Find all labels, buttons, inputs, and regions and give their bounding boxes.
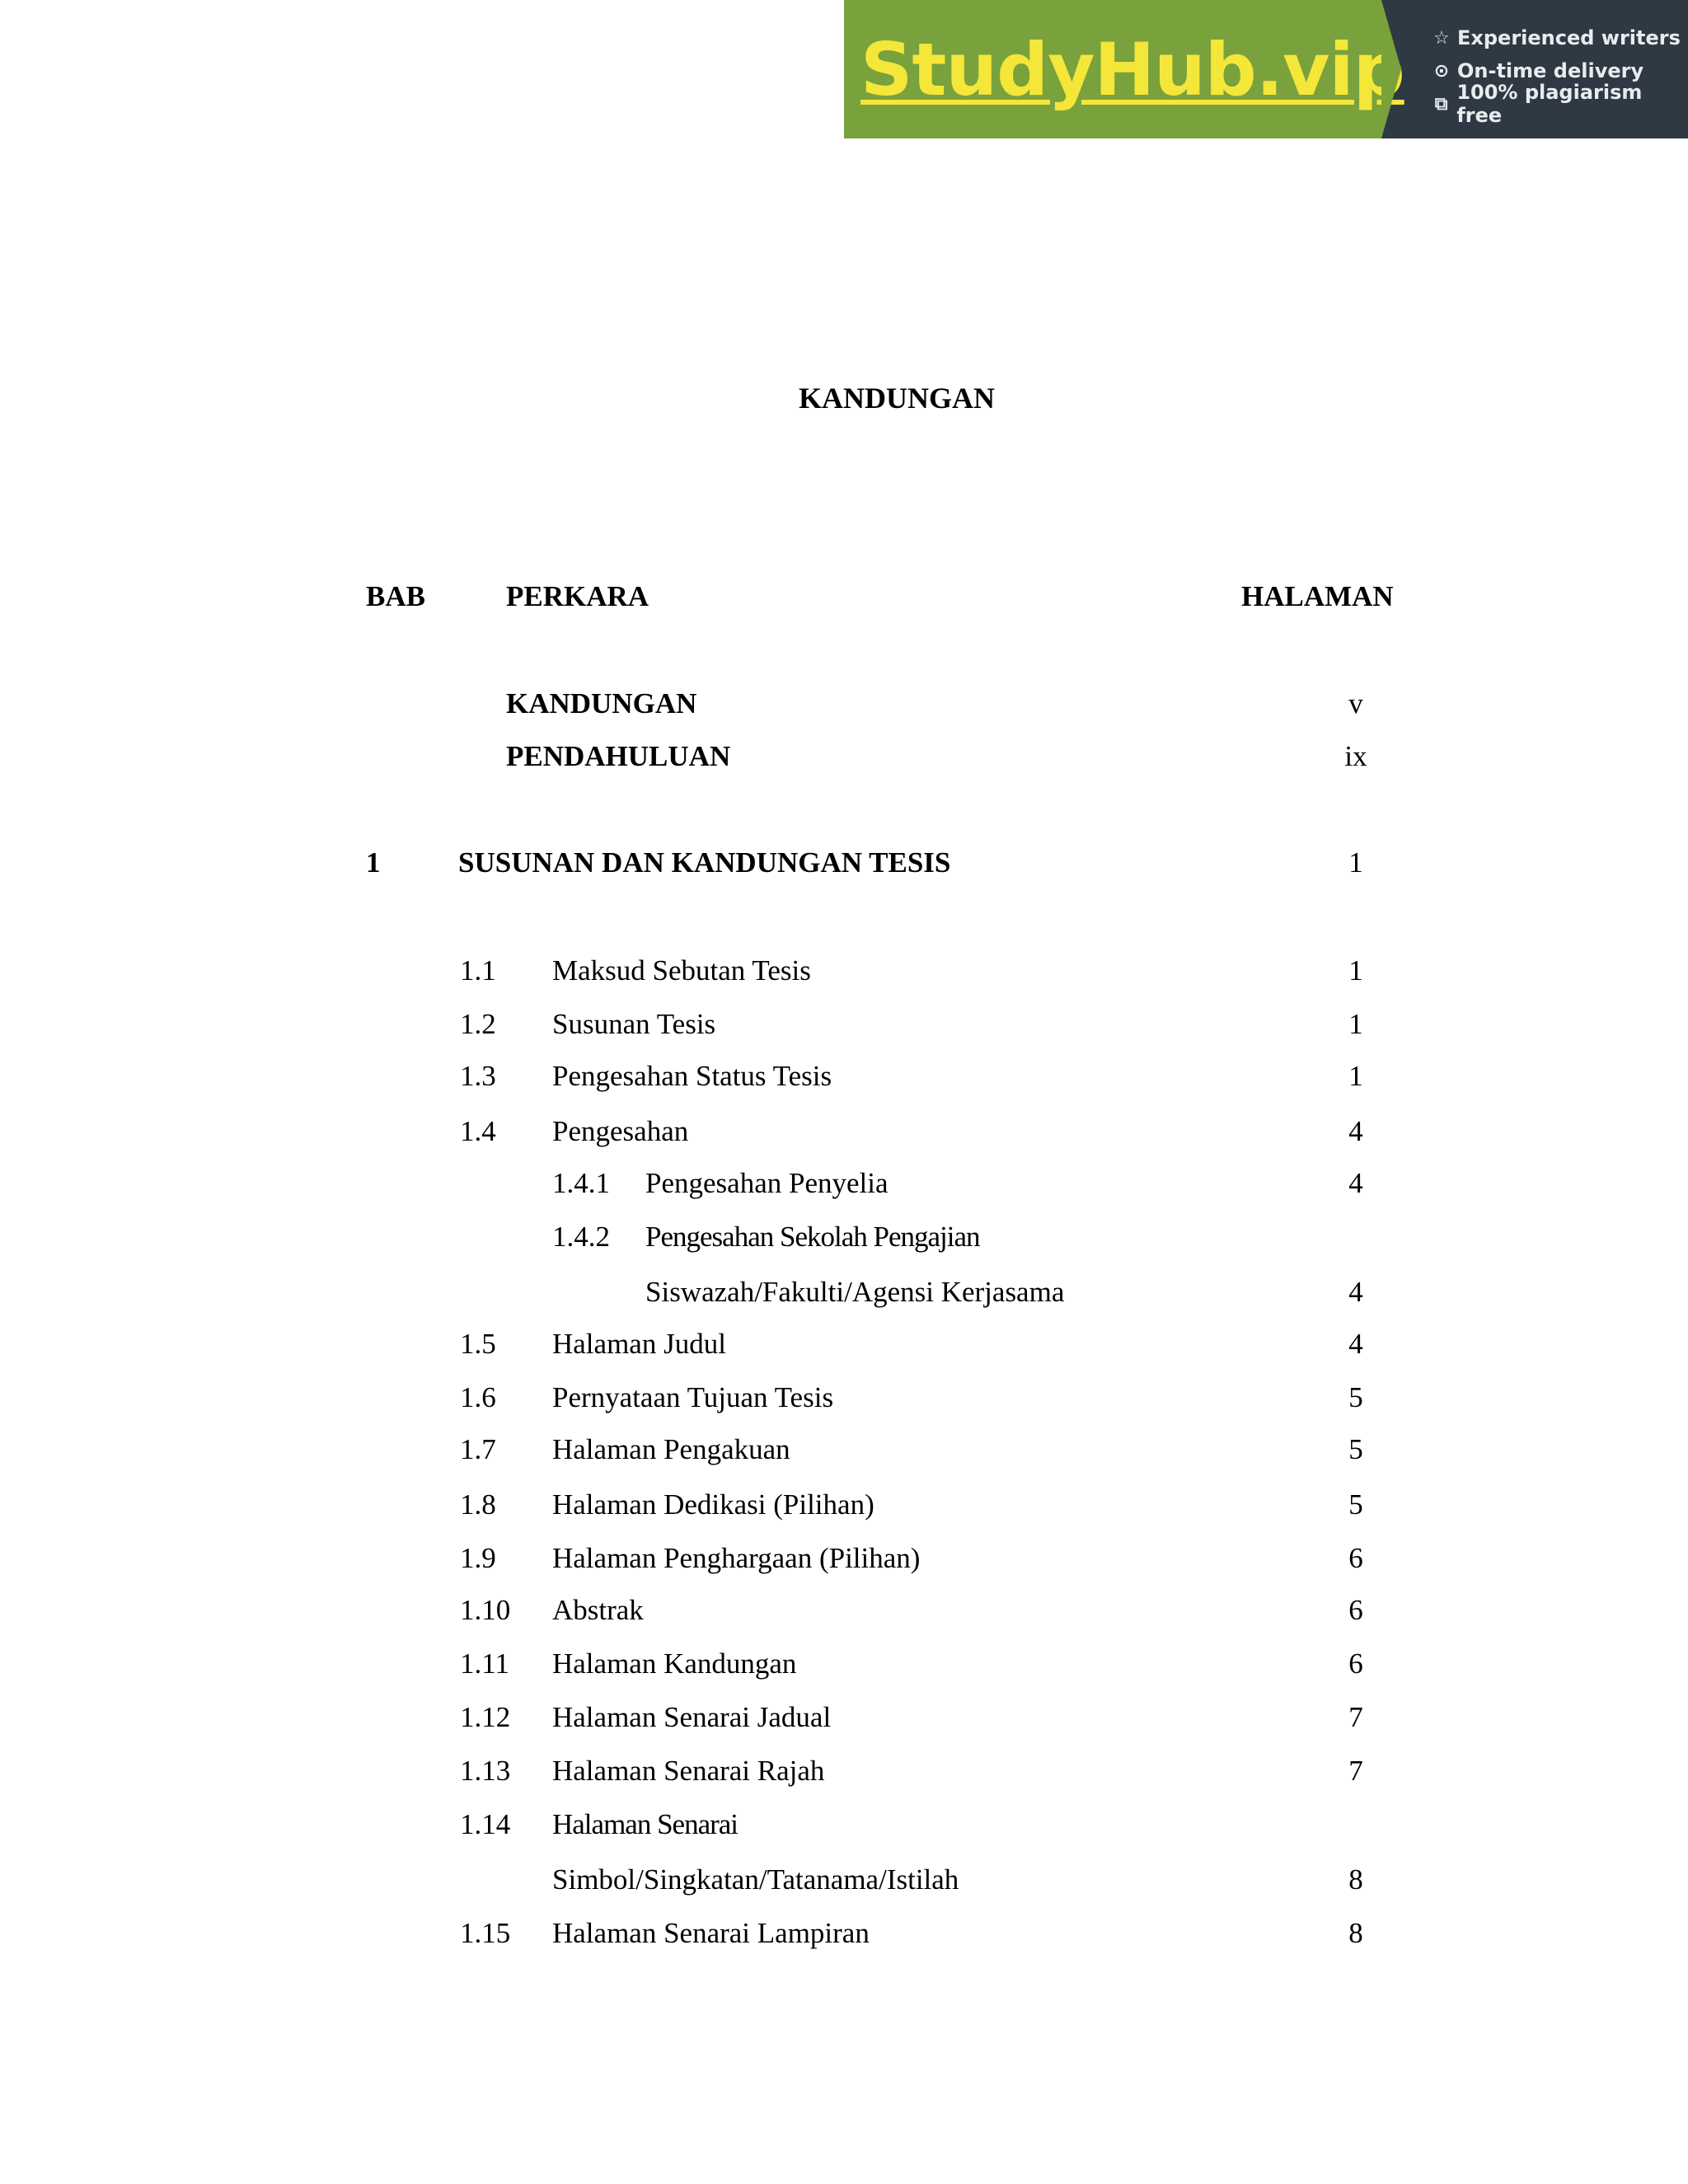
toc-section-title: Halaman Senarai Rajah [552,1755,825,1787]
toc-section-page: 1 [1348,954,1363,987]
toc-section-page: 6 [1348,1647,1363,1680]
toc-section-title: Halaman Judul [552,1328,726,1360]
toc-section-page: 4 [1348,1167,1363,1199]
toc-section-page: 4 [1348,1328,1363,1360]
toc-section-title: Maksud Sebutan Tesis [552,954,811,987]
toc-section-page: 1 [1348,1060,1363,1092]
toc-section-number: 1.9 [460,1542,496,1574]
toc-section-number: 1.6 [460,1381,496,1413]
toc-section-title: Halaman Senarai [552,1808,738,1840]
toc-section-number: 1.1 [460,954,496,987]
toc-section-page: 7 [1348,1755,1363,1787]
toc-section-page: 6 [1348,1542,1363,1574]
feature-item [1431,81,1688,127]
toc-section-number: 1.8 [460,1488,496,1521]
toc-front-label: KANDUNGAN [506,687,697,719]
toc-subsection-title: Pengesahan Penyelia [645,1167,889,1199]
toc-section-page: 8 [1348,1863,1363,1896]
chapter-number: 1 [366,846,381,879]
toc-subsection-number: 1.4.2 [552,1221,610,1253]
toc-section-page: 5 [1348,1433,1363,1465]
toc-section-title: Susunan Tesis [552,1008,716,1040]
toc-section-number: 1.10 [460,1594,511,1626]
toc-section-number: 1.2 [460,1008,496,1040]
toc-subsection-title-cont: Siswazah/Fakulti/Agensi Kerjasama [645,1276,1065,1308]
toc-section-number: 1.15 [460,1917,511,1949]
toc-section-page: 1 [1348,1008,1363,1040]
toc-section-title: Halaman Pengakuan [552,1433,790,1465]
toc-section-number: 1.12 [460,1701,511,1733]
toc-section-number: 1.3 [460,1060,496,1092]
toc-section-title: Pengesahan Status Tesis [552,1060,832,1092]
toc-section-number: 1.13 [460,1755,511,1787]
star-icon: ☆ [1433,27,1450,49]
brand-logo: StudyHub.vip [860,26,1404,112]
toc-section-number: 1.11 [460,1647,509,1680]
toc-section-number: 1.7 [460,1433,496,1465]
brand-panel [844,0,1404,138]
toc-section-page: 5 [1348,1488,1363,1521]
clock-icon: ⊙ [1433,60,1450,82]
ad-banner[interactable] [844,0,1688,138]
feature-text: On-time delivery [1457,59,1644,82]
header-perkara: PERKARA [506,580,649,612]
toc-section-page: 7 [1348,1701,1363,1733]
toc-subsection-title: Pengesahan Sekolah Pengajian [645,1221,980,1253]
toc-front-page: ix [1344,740,1367,772]
header-halaman: HALAMAN [1241,580,1394,612]
toc-section-number: 1.5 [460,1328,496,1360]
chapter-page: 1 [1348,846,1363,879]
toc-section-title: Halaman Kandungan [552,1647,797,1680]
toc-section-page: 5 [1348,1381,1363,1413]
toc-section-title: Halaman Senarai Lampiran [552,1917,870,1949]
features-panel [1381,0,1688,138]
toc-section-title: Halaman Dedikasi (Pilihan) [552,1488,874,1521]
toc-section-number: 1.14 [460,1808,511,1840]
page-title: KANDUNGAN [799,382,995,415]
toc-section-title-cont: Simbol/Singkatan/Tatanama/Istilah [552,1863,959,1896]
toc-front-label: PENDAHULUAN [506,740,731,772]
toc-section-title: Halaman Penghargaan (Pilihan) [552,1542,921,1574]
toc-section-title: Halaman Senarai Jadual [552,1701,832,1733]
toc-subsection-number: 1.4.1 [552,1167,610,1199]
header-bab: BAB [366,580,425,612]
toc-section-title: Abstrak [552,1594,644,1626]
toc-section-number: 1.4 [460,1115,496,1147]
chapter-title: SUSUNAN DAN KANDUNGAN TESIS [458,846,951,879]
feature-text: Experienced writers [1457,26,1681,49]
toc-section-page: 4 [1348,1115,1363,1147]
toc-section-page: 8 [1348,1917,1363,1949]
feature-item [1431,21,1688,54]
toc-section-title: Pernyataan Tujuan Tesis [552,1381,834,1413]
toc-section-page: 6 [1348,1594,1363,1626]
toc-front-page: v [1348,687,1363,719]
copy-icon: ⧉ [1434,93,1448,115]
feature-text: 100% plagiarism free [1456,81,1643,127]
toc-section-page: 4 [1348,1276,1363,1308]
toc-section-title: Pengesahan [552,1115,689,1147]
